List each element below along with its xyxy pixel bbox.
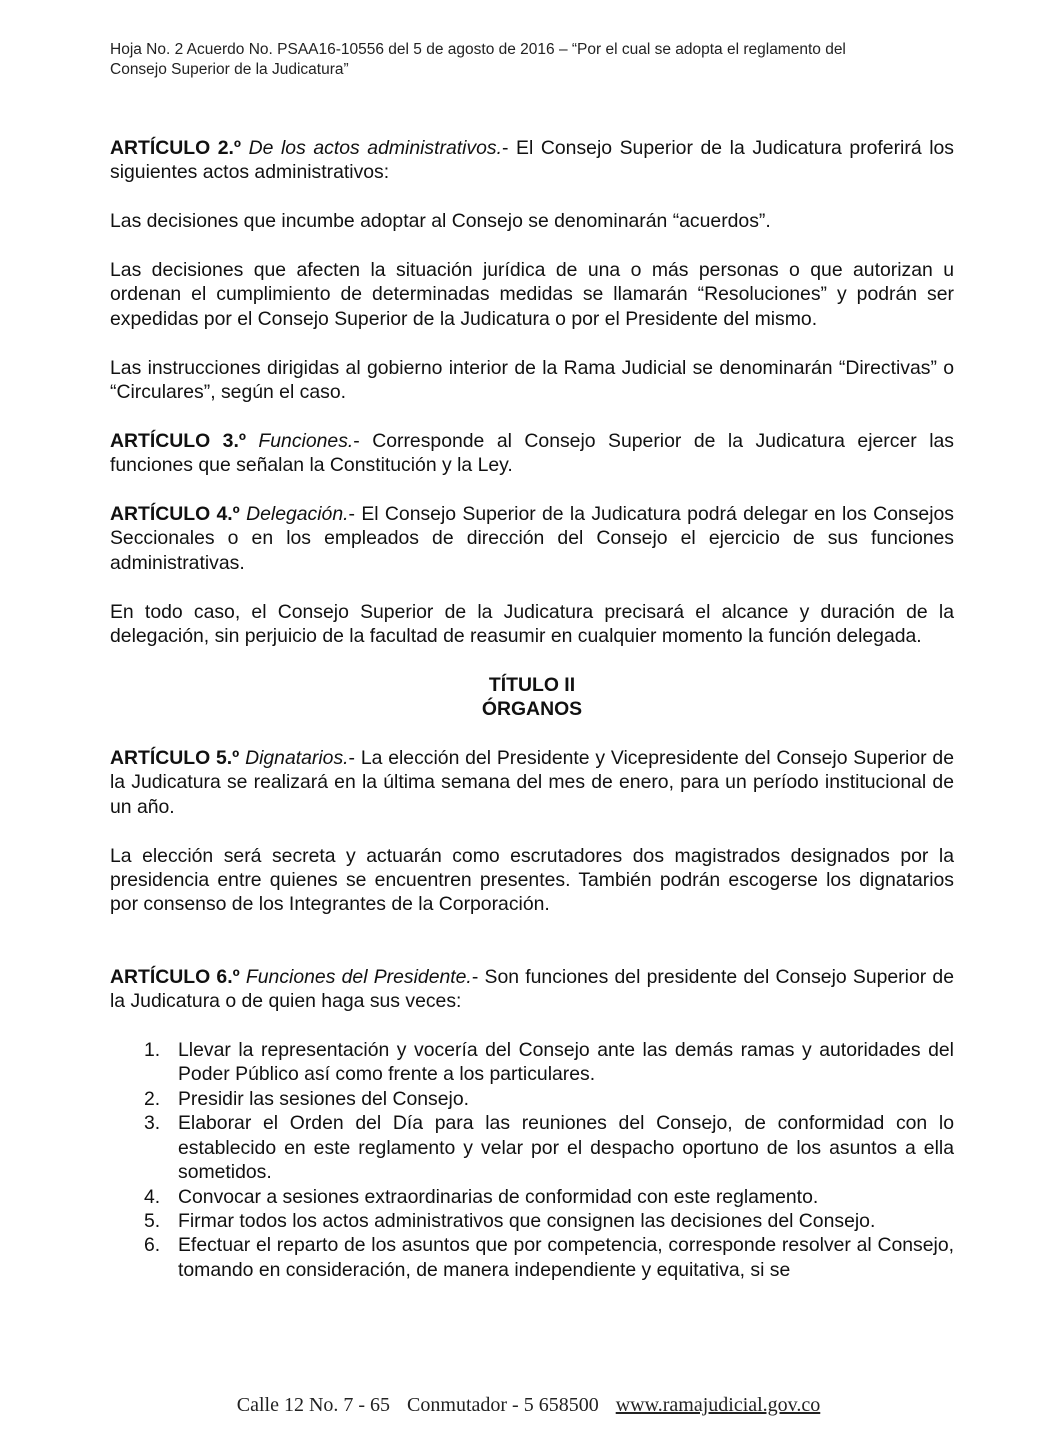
list-item-number: 4. bbox=[144, 1185, 161, 1208]
list-item-number: 2. bbox=[144, 1087, 161, 1110]
article-6-label: ARTÍCULO 6.º bbox=[110, 965, 240, 988]
page-footer bbox=[0, 1394, 1057, 1417]
footer-website-link[interactable]: www.ramajudicial.gov.co bbox=[615, 1394, 821, 1416]
article-5-label: ARTÍCULO 5.º bbox=[110, 747, 240, 770]
section-title-line-2: ÓRGANOS bbox=[481, 698, 583, 721]
list-item-text: Elaborar el Orden del Día para las reuniones del Consejo, de conformidad con lo establecido en este reglamento y velar por el despacho oportuno de los asuntos a ella sometidos. bbox=[178, 1112, 954, 1184]
footer-address: Calle 12 No. 7 - 65 bbox=[236, 1394, 391, 1416]
section-title-line-1: TÍTULO II bbox=[488, 673, 576, 696]
list-item-text: Presidir las sesiones del Consejo. bbox=[178, 1087, 470, 1110]
footer-phone: Conmutador - 5 658500 bbox=[407, 1394, 599, 1416]
list-item-text: Convocar a sesiones extraordinarias de conformidad con este reglamento. bbox=[178, 1185, 819, 1208]
list-item bbox=[110, 1111, 954, 1184]
article-3 bbox=[110, 429, 954, 478]
document-body bbox=[110, 136, 954, 1282]
header-line-2: Consejo Superior de la Judicatura” bbox=[110, 61, 349, 78]
list-item-number: 6. bbox=[144, 1234, 161, 1257]
article-6-title: Funciones del Presidente. bbox=[245, 965, 472, 988]
article-3-text: - Corresponde al Consejo Superior de la Judicatura ejercer las funciones que señalan la Constitución y la Ley. bbox=[110, 429, 954, 477]
list-item bbox=[110, 1233, 954, 1282]
paragraph-resoluciones: Las decisiones que afecten la situación jurídica de una o más personas o que autorizan u ordenan el cumplimiento de determinadas medidas se llamarán “Resoluciones” y podrán ser expedidas por el Consejo Superior de la Judicatura o por el Presidente del mismo. bbox=[110, 259, 954, 330]
president-functions-list bbox=[110, 1038, 954, 1282]
list-item bbox=[110, 1185, 954, 1209]
paragraph-delegacion: En todo caso, el Consejo Superior de la Judicatura precisará el alcance y duración de la delegación, sin perjuicio de la facultad de reasumir en cualquier momento la función delegada. bbox=[110, 600, 954, 648]
article-6 bbox=[110, 965, 954, 1014]
list-item-text: Firmar todos los actos administrativos que consignen las decisiones del Consejo. bbox=[178, 1209, 876, 1232]
list-item bbox=[110, 1209, 954, 1233]
article-2 bbox=[110, 136, 954, 185]
page-header bbox=[110, 40, 954, 80]
list-item-number: 3. bbox=[144, 1112, 161, 1135]
article-2-label: ARTÍCULO 2.º bbox=[110, 137, 242, 159]
header-line-1: Hoja No. 2 Acuerdo No. PSAA16-10556 del 5 de agosto de 2016 – “Por el cual se adopta el reglamento del bbox=[110, 41, 846, 58]
paragraph-eleccion: La elección será secreta y actuarán como escrutadores dos magistrados designados por la presidencia entre quienes se encuentren presentes. También podrán escogerse los dignatarios por consenso de los Integrantes de la Corporación. bbox=[110, 844, 954, 916]
article-5-text: - La elección del Presidente y Vicepresidente del Consejo Superior de la Judicatura se realizará en la última semana del mes de enero, para un período institucional de un año. bbox=[110, 747, 954, 818]
article-2-title: De los actos administrativos. bbox=[248, 137, 503, 159]
list-item-text: Llevar la representación y vocería del Consejo ante las demás ramas y autoridades del Poder Público así como frente a los particulares. bbox=[178, 1039, 954, 1086]
article-3-title: Funciones. bbox=[258, 429, 354, 452]
list-item bbox=[110, 1087, 954, 1111]
article-2-text: - El Consejo Superior de la Judicatura proferirá los siguientes actos administrativos: bbox=[110, 137, 954, 184]
paragraph-directivas: Las instrucciones dirigidas al gobierno interior de la Rama Judicial se denominarán “Directivas” o “Circulares”, según el caso. bbox=[110, 356, 954, 404]
list-item bbox=[110, 1038, 954, 1087]
article-4-text: - El Consejo Superior de la Judicatura podrá delegar en los Consejos Seccionales o en los empleados de dirección del Consejo el ejercicio de sus funciones administrativas. bbox=[110, 503, 954, 574]
list-item-text: Efectuar el reparto de los asuntos que por competencia, corresponde resolver al Consejo, tomando en consideración, de manera independiente y equitativa, si se bbox=[178, 1234, 954, 1281]
article-4-label: ARTÍCULO 4.º bbox=[110, 503, 240, 526]
article-5 bbox=[110, 746, 954, 819]
article-5-title: Dignatarios. bbox=[245, 747, 349, 770]
list-item-number: 1. bbox=[144, 1039, 161, 1062]
article-4-title: Delegación. bbox=[246, 503, 349, 526]
article-3-label: ARTÍCULO 3.º bbox=[110, 429, 246, 452]
section-title bbox=[110, 673, 954, 722]
paragraph-acuerdos: Las decisiones que incumbe adoptar al Consejo se denominarán “acuerdos”. bbox=[110, 210, 771, 233]
article-4 bbox=[110, 502, 954, 575]
article-6-text: - Son funciones del presidente del Consejo Superior de la Judicatura o de quien haga sus veces: bbox=[110, 965, 954, 1013]
list-item-number: 5. bbox=[144, 1209, 161, 1232]
